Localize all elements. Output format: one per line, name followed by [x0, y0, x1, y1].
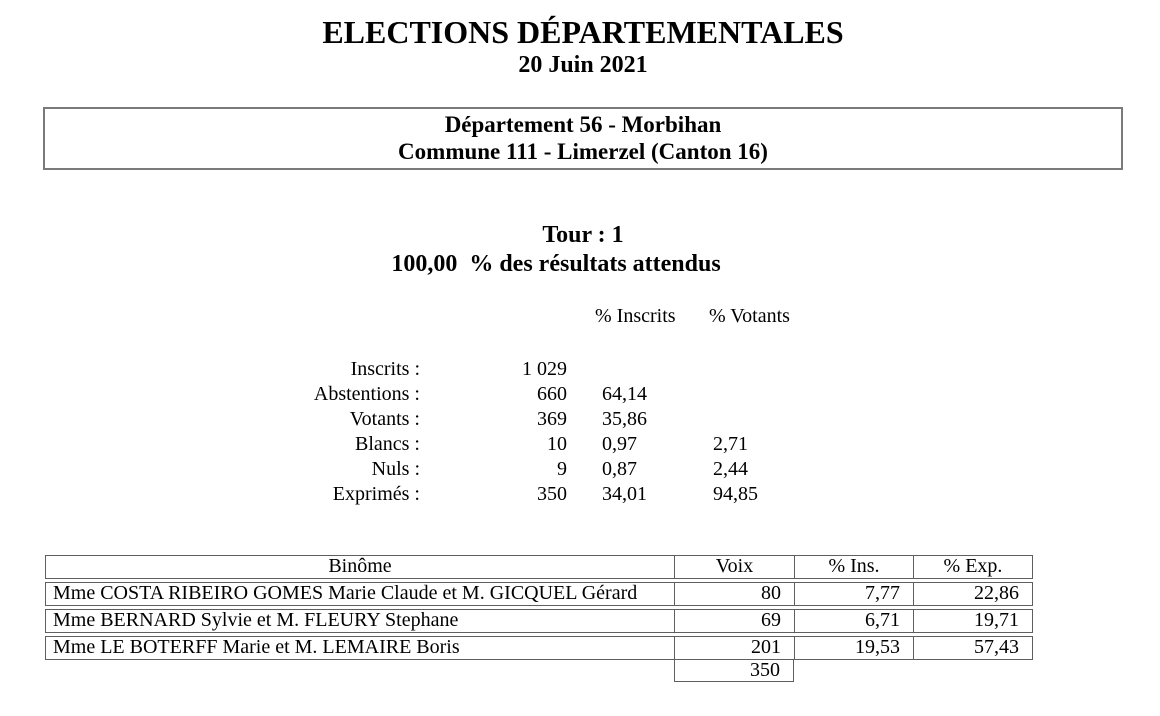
summary-header-pct-votants: % Votants — [709, 305, 790, 327]
cell-pct-exp: 57,43 — [913, 637, 1032, 659]
summary-row-pct-votants: 2,44 — [713, 458, 748, 480]
results-progress: 100,00 % des résultats attendus — [391, 251, 721, 277]
summary-row-pct-votants: 94,85 — [713, 483, 758, 505]
summary-row-pct-inscrits: 35,86 — [602, 408, 647, 430]
round-title: Tour : 1 — [542, 222, 624, 248]
cell-binome: Mme COSTA RIBEIRO GOMES Marie Claude et M. GICQUEL Gérard — [53, 583, 638, 604]
cell-voix: 69 — [674, 610, 794, 632]
summary-header-pct-inscrits: % Inscrits — [595, 305, 676, 327]
results-table-row — [45, 636, 1033, 660]
cell-pct-ins: 19,53 — [794, 637, 913, 659]
cell-voix: 80 — [674, 583, 794, 605]
location-box — [43, 107, 1123, 170]
summary-row-pct-inscrits: 64,14 — [602, 383, 647, 405]
summary-row-pct-votants — [710, 407, 930, 432]
summary-row-value: 350 — [537, 483, 567, 505]
round-block — [43, 221, 1123, 279]
header-pct-ins: % Ins. — [794, 556, 913, 578]
summary-row-value: 1 029 — [522, 358, 567, 380]
summary-row-label: Nuls : — [371, 458, 420, 480]
summary-row-pct-votants: 2,71 — [713, 433, 748, 455]
summary-row-label: Abstentions : — [313, 383, 420, 405]
cell-pct-exp: 19,71 — [913, 610, 1032, 632]
document-date: 20 Juin 2021 — [518, 52, 648, 78]
results-table — [45, 555, 1033, 682]
cell-binome: Mme LE BOTERFF Marie et M. LEMAIRE Boris — [53, 637, 460, 658]
header-voix: Voix — [674, 556, 794, 578]
summary-row-label: Votants : — [349, 408, 420, 430]
summary-row-value: 9 — [557, 458, 567, 480]
summary-row-label: Blancs : — [355, 433, 420, 455]
cell-pct-ins: 6,71 — [794, 610, 913, 632]
summary-row-label: Exprimés : — [332, 483, 420, 505]
commune-line: Commune 111 - Limerzel (Canton 16) — [398, 139, 768, 164]
department-line: Département 56 - Morbihan — [444, 112, 722, 137]
summary-row-label: Inscrits : — [350, 358, 420, 380]
summary-row-pct-votants — [710, 357, 930, 382]
header-pct-exp: % Exp. — [913, 556, 1032, 578]
summary-row-value: 10 — [547, 433, 567, 455]
summary-row-pct-inscrits: 0,87 — [602, 458, 637, 480]
document-title: ELECTIONS DÉPARTEMENTALES — [322, 14, 844, 50]
results-table-row — [45, 582, 1033, 606]
cell-voix: 201 — [674, 637, 794, 659]
results-table-header-row — [45, 555, 1033, 579]
header-binome: Binôme — [328, 556, 392, 577]
summary-row-pct-inscrits: 34,01 — [602, 483, 647, 505]
summary-row-pct-inscrits: 0,97 — [602, 433, 637, 455]
cell-binome: Mme BERNARD Sylvie et M. FLEURY Stephane — [53, 610, 459, 631]
summary-row-value: 660 — [537, 383, 567, 405]
summary-table — [0, 357, 930, 507]
summary-row-value: 369 — [537, 408, 567, 430]
cell-pct-exp: 22,86 — [913, 583, 1032, 605]
total-voix-cell: 350 — [674, 660, 794, 682]
results-table-row — [45, 609, 1033, 633]
summary-row-pct-inscrits — [570, 357, 710, 382]
cell-pct-ins: 7,77 — [794, 583, 913, 605]
summary-row-pct-votants — [710, 382, 930, 407]
